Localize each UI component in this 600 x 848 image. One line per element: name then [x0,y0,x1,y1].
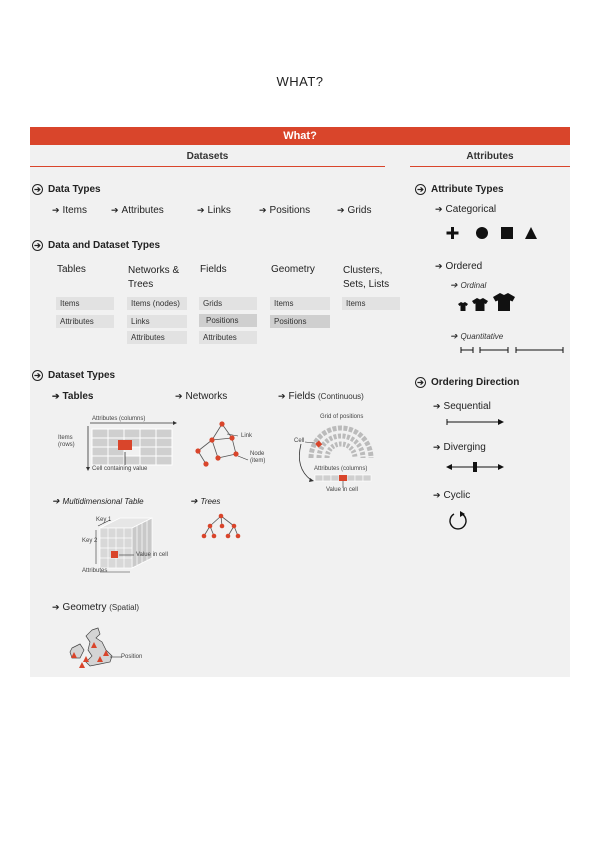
attributes-rule [410,166,570,167]
shirt-icon [493,293,515,311]
chip-geometry-positions: Positions [270,315,330,328]
field-grid-label: Grid of positions [320,414,364,420]
arrow-icon: ➔ [197,205,205,215]
geometry-map [66,626,126,671]
arrow-circle-icon: ➔ [32,370,43,381]
data-types-section [32,184,101,195]
shirt-icon [458,302,468,311]
circle-icon [476,227,488,239]
arrow-icon: ➔ [175,391,183,401]
header-clusters: Clusters, Sets, Lists [343,265,390,290]
arrow-icon: ➔ [450,331,458,341]
chip-networks-links: Links [127,315,187,328]
arrow-icon: ➔ [433,442,441,452]
multidim-diagram [80,514,160,576]
arrow-icon: ➔ [433,401,441,411]
chip-fields-positions: Positions [199,314,257,327]
datasets-rule [30,166,385,167]
sequential-arrow-icon [446,417,506,427]
diverging-arrow-icon [446,461,506,473]
table-attributes-label: Attributes (columns) [92,416,146,422]
data-type-links: ➔ Links [197,205,231,216]
ordering-direction-section [415,377,519,388]
dataset-trees: ➔ Trees [190,496,221,506]
categorical-shapes [447,225,542,241]
data-type-grids: ➔ Grids [337,205,372,216]
arrow-icon: ➔ [52,391,60,401]
multidim-value-label: Value in cell [136,552,168,558]
chip-networks-attributes: Attributes [127,331,187,344]
quantitative-ranges [460,345,570,355]
data-types-title: Data Types [48,184,101,195]
chip-fields-grids: Grids [199,297,257,310]
table-cell-label: Cell containing value [92,466,148,472]
arrow-icon: ➔ [433,490,441,500]
geometry-position-label: Position [121,654,143,660]
field-attributes-label: Attributes (columns) [314,466,368,472]
dataset-fields: ➔ Fields (Continuous) [278,391,364,402]
arrow-circle-icon: ➔ [32,184,43,195]
cyclic-label: ➔ Cyclic [433,490,471,501]
arrow-icon: ➔ [435,261,443,271]
arrow-icon: ➔ [52,205,60,215]
chip-tables-items: Items [56,297,114,310]
what-banner: What? [30,127,570,145]
dataset-tables: ➔ Tables [52,391,94,402]
ordinal-label: ➔ Ordinal [450,280,487,290]
shirt-icon [472,298,488,311]
arrow-icon: ➔ [278,391,286,401]
network-link-label: Link [241,433,253,439]
data-dataset-types-title: Data and Dataset Types [48,240,161,251]
dataset-geometry: ➔ Geometry (Spatial) [52,602,140,613]
multidim-attributes-label: Attributes [82,568,108,574]
arrow-icon: ➔ [190,496,198,506]
data-type-positions: ➔ Positions [259,205,311,216]
arrow-icon: ➔ [259,205,267,215]
attribute-types-section [415,184,504,195]
ordinal-shirts [455,292,520,314]
dataset-multidim: ➔ Multidimensional Table [52,496,144,506]
multidim-key1-label: Key 1 [96,517,112,523]
page-title: WHAT? [276,74,324,89]
attributes-header: Attributes [466,151,514,162]
ordering-direction-title: Ordering Direction [431,377,520,388]
arrow-icon: ➔ [52,602,60,612]
chip-geometry-items: Items [270,297,330,310]
chip-clusters-items: Items [342,297,400,310]
field-diagram [293,418,378,493]
arrow-icon: ➔ [337,205,345,215]
arrow-icon: ➔ [111,205,119,215]
arrow-circle-icon: ➔ [415,377,426,388]
header-networks: Networks & Trees [128,265,180,290]
dataset-types-section [32,370,115,381]
table-items-label: Items (rows) [58,435,75,448]
attribute-types-title: Attribute Types [431,184,504,195]
triangle-icon [525,227,537,239]
field-cell-label: Cell [294,438,305,444]
chip-tables-attributes: Attributes [56,315,114,328]
table-cell-highlight [118,440,132,450]
quantitative-label: ➔ Quantitative [450,331,504,341]
header-tables: Tables [57,264,86,275]
dataset-types-title: Dataset Types [48,370,116,381]
tree-diagram [200,512,242,542]
diverging-label: ➔ Diverging [433,442,486,453]
categorical-label: ➔ Categorical [435,204,497,215]
header-geometry: Geometry [271,264,315,275]
data-dataset-types-section [32,240,160,251]
arrow-icon: ➔ [450,280,458,290]
network-node-label: Node (item) [250,451,266,464]
arrow-circle-icon: ➔ [415,184,426,195]
dataset-networks: ➔ Networks [175,391,228,402]
data-type-items: ➔ Items [52,205,87,216]
datasets-header: Datasets [186,151,229,162]
chip-networks-items: Items (nodes) [127,297,187,310]
arrow-circle-icon: ➔ [32,240,43,251]
chip-fields-attributes: Attributes [199,331,257,344]
multidim-cell-highlight [111,551,118,558]
square-icon [501,227,513,239]
arrow-icon: ➔ [52,496,60,506]
header-fields: Fields [200,264,227,275]
cyclic-arrow-icon [447,510,469,532]
multidim-key2-label: Key 2 [82,538,98,544]
ordered-label: ➔ Ordered [435,261,483,272]
arrow-icon: ➔ [435,204,443,214]
field-value-label: Value in cell [326,487,358,493]
sequential-label: ➔ Sequential [433,401,491,412]
data-type-attributes: ➔ Attributes [111,205,164,216]
